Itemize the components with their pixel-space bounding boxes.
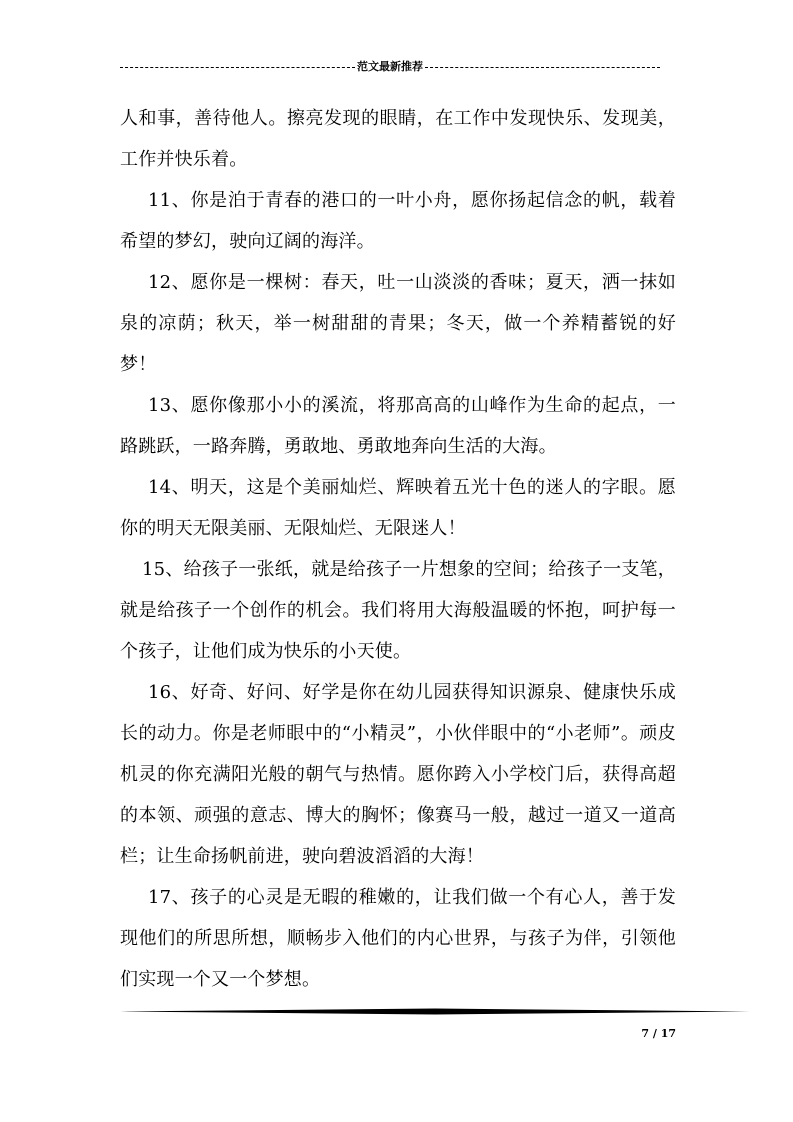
paragraph-16: 16、好奇、好问、好学是你在幼儿园获得知识源泉、健康快乐成长的动力。你是老师眼中的“小精灵”，小伙伴眼中的“小老师”。顽皮机灵的你充满阳光般的朝气与热情。愿你跨入小学校门后，获得高超的本领、顽强的意志、博大的胸怀；像赛马一般，越过一道又一道高栏；让生命扬帆前进，驶向碧波滔滔的大海！ [120,682,676,867]
paragraph-14: 14、明天，这是个美丽灿烂、辉映着五光十色的迷人的字眼。愿你的明天无限美丽、无限灿烂、无限迷人！ [120,477,676,539]
paragraph-17: 17、孩子的心灵是无暇的稚嫩的，让我们做一个有心人，善于发现他们的所思所想，顺畅步入他们的内心世界，与孩子为伴，引领他们实现一个又一个梦想。 [120,887,676,990]
page-number: 7 / 17 [641,1027,676,1040]
header-title: 范文最新推荐 [357,60,423,73]
document-body [120,98,676,1000]
header-dashed-line-right [425,67,660,68]
page-header [120,58,660,76]
header-dashed-line-left [120,67,355,68]
paragraph-12: 12、愿你是一棵树：春天，吐一山淡淡的香味；夏天，洒一抹如泉的凉荫；秋天，举一树甜甜的青果；冬天，做一个养精蓄锐的好梦！ [120,272,676,375]
paragraph-11: 11、你是泊于青春的港口的一叶小舟，愿你扬起信念的帆，载着希望的梦幻，驶向辽阔的海洋。 [120,190,676,252]
footer-divider [120,1008,750,1015]
paragraph-13: 13、愿你像那小小的溪流，将那高高的山峰作为生命的起点，一路跳跃，一路奔腾，勇敢地、勇敢地奔向生活的大海。 [120,395,676,457]
paragraph-15: 15、给孩子一张纸，就是给孩子一片想象的空间；给孩子一支笔，就是给孩子一个创作的机会。我们将用大海般温暖的怀抱，呵护每一个孩子，让他们成为快乐的小天使。 [120,559,676,662]
paragraph-continuation: 人和事，善待他人。擦亮发现的眼睛，在工作中发现快乐、发现美，工作并快乐着。 [120,108,676,170]
